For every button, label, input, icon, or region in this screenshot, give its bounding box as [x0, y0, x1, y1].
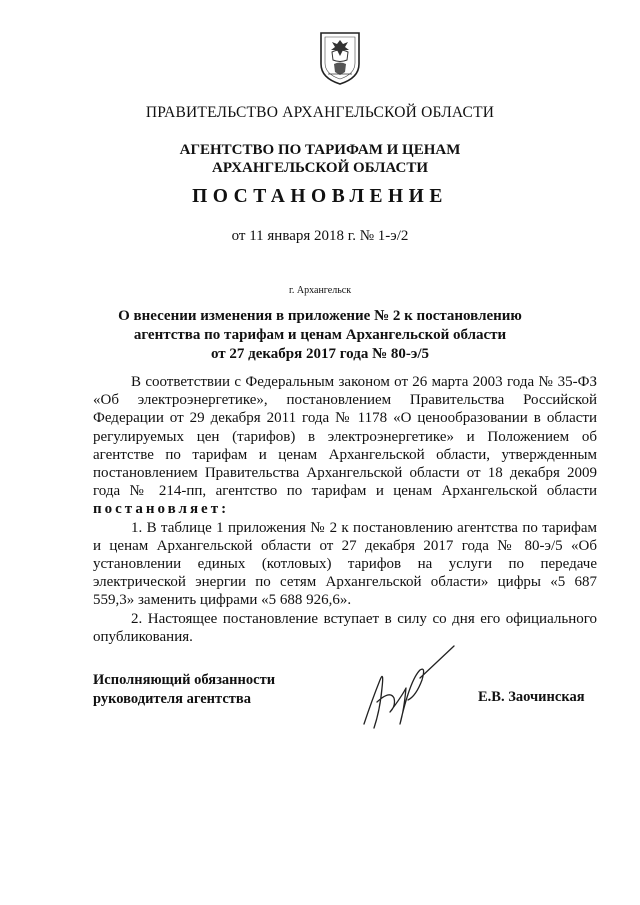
signatory-title-line-1: Исполняющий обязанности: [93, 672, 276, 688]
resolves-colon: :: [221, 501, 230, 518]
document-date-number: от 11 января 2018 г. № 1-э/2: [231, 228, 409, 244]
resolves-word: постановляет: [93, 501, 222, 518]
document-body: [93, 373, 597, 646]
agency-line-1: АГЕНТСТВО ПО ТАРИФАМ И ЦЕНАМ: [179, 142, 461, 158]
item-1-paragraph: 1. В таблице 1 приложения № 2 к постановлению агентства по тарифам и ценам Архангельской области от 27 декабря 2017 года № 80-э/5 «Об установлении единых (котловых) тарифов на услуги по передаче электрической энергии по сетям Архангельской области» цифры «5 687 559,3» заменить цифрами «5 688 926,6».: [93, 519, 597, 609]
document-subject: [0, 307, 640, 364]
signatory-title-line-2: руководителя агентства: [93, 690, 251, 707]
agency-line-2: АРХАНГЕЛЬСКОЙ ОБЛАСТИ: [212, 160, 428, 176]
preamble-text: В соответствии с Федеральным законом от 26 марта 2003 года № 35-ФЗ «Об электроэнергетике», постановлением Правительства Российской Федерации от 29 декабря 2011 года № 1178 «О ценообразовании в области регулируемых цен (тарифов) в электроэнергетике» и Положением об агентстве по тарифам и ценам Архангельской области, утвержденным постановлением Правительства Архангельской области от 18 декабря 2009 года № 214-пп, агентство по тарифам и ценам Архангельской области: [93, 374, 597, 500]
subject-line-1: О внесении изменения в приложение № 2 к постановлению: [118, 308, 522, 324]
coat-of-arms-emblem: [318, 30, 362, 86]
signatory-name: Е.В. Заочинская: [478, 689, 585, 705]
document-city: г. Архангельск: [288, 285, 352, 296]
signatory-title: [93, 671, 275, 708]
preamble-paragraph: [93, 373, 597, 519]
document-type-heading: ПОСТАНОВЛЕНИЕ: [192, 186, 448, 207]
subject-line-2: агентства по тарифам и ценам Архангельской области: [133, 327, 507, 343]
subject-line-3: от 27 декабря 2017 года № 80-э/5: [210, 346, 430, 362]
government-name: ПРАВИТЕЛЬСТВО АРХАНГЕЛЬСКОЙ ОБЛАСТИ: [145, 104, 495, 121]
item-2-paragraph: 2. Настоящее постановление вступает в силу со дня его официального опубликования.: [93, 610, 597, 645]
agency-name: [0, 141, 640, 177]
handwritten-signature: [350, 640, 460, 740]
